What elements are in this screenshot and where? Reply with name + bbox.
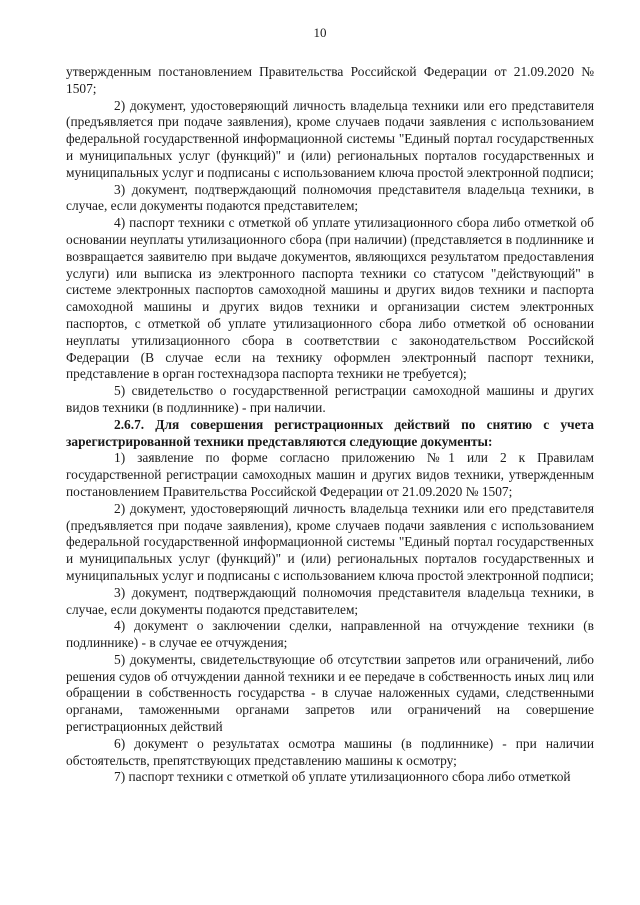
paragraph-item-2: 2) документ, удостоверяющий личность владельца техники или его представителя (предъявляется при подаче заявления), кроме случаев подачи заявления с использованием федеральной государственной информационной системы "Единый портал государственных и муниципальных услуг (функций)" и (или) региональных порталов государственных и муниципальных услуг и подписаны с использованием ключа простой электронной подписи; [66, 97, 594, 180]
section-heading-2-6-7: 2.6.7. Для совершения регистрационных действий по снятию с учета зарегистрированной техники представляются следующие документы: [66, 416, 594, 449]
paragraph-item-2: 2) документ, удостоверяющий личность владельца техники или его представителя (предъявляется при подаче заявления), кроме случаев подачи заявления с использованием федеральной государственной информационной системы "Единый портал государственных и муниципальных услуг (функций)" и (или) региональных порталов государственных и муниципальных услуг и подписаны с использованием ключа простой электронной подписи; [66, 500, 594, 583]
paragraph-item-5: 5) документы, свидетельствующие об отсутствии запретов или ограничений, либо решения судов об отчуждении данной техники и ее передаче в собственность иных лиц или обращении в собственность государства - в случае наложенных судами, следственными органами, таможенными органами запретов или ограничений на совершение регистрационных действий [66, 651, 594, 735]
paragraph-item-7: 7) паспорт техники с отметкой об уплате утилизационного сбора либо отметкой [114, 769, 571, 785]
paragraph-item-3: 3) документ, подтверждающий полномочия представителя владельца техники, в случае, если документы подаются представителем; [66, 584, 594, 617]
paragraph-item-4: 4) паспорт техники с отметкой об уплате утилизационного сбора либо отметкой об основании неуплаты утилизационного сбора (при наличии) (представляется в подлиннике и возвращается заявителю при выдаче документов, являющихся результатом предоставления услуги) или выписка из электронного паспорта техники со статусом "действующий" в системе электронных паспортов самоходной машины и других видов техники и паспорта самоходной машины и других видов техники и организации систем электронных паспортов, с отметкой об уплате утилизационного сбора либо отметкой об основании неуплаты утилизационного сбора в соответствии с законодательством Российской Федерации (В случае если на технику оформлен электронный паспорт техники, представление в орган гостехнадзора паспорта техники не требуется); [66, 215, 594, 382]
page-number: 10 [313, 25, 327, 40]
paragraph-item-5: 5) свидетельство о государственной регистрации самоходной машины и других видов техники (в подлиннике) - при наличии. [66, 383, 594, 415]
document-body [66, 64, 594, 786]
paragraph-item-1: 1) заявление по форме согласно приложению №1 или 2 к Правилам государственной регистрации самоходных машин и других видов техники, утвержденным постановлением Правительства Российской Федерации от 21.09.2020 № 1507; [66, 450, 594, 499]
paragraph-item-4: 4) документ о заключении сделки, направленной на отчуждение техники (в подлиннике) - в случае ее отчуждения; [66, 618, 594, 651]
paragraph-item-6: 6) документ о результатах осмотра машины (в подлиннике) - при наличии обстоятельств, препятствующих представлению машины к осмотру; [66, 735, 594, 768]
paragraph-continuation: утвержденным постановлением Правительства Российской Федерации от 21.09.2020 № 1507; [66, 64, 594, 96]
paragraph-item-3: 3) документ, подтверждающий полномочия представителя владельца техники, в случае, если документы подаются представителем; [66, 181, 594, 214]
